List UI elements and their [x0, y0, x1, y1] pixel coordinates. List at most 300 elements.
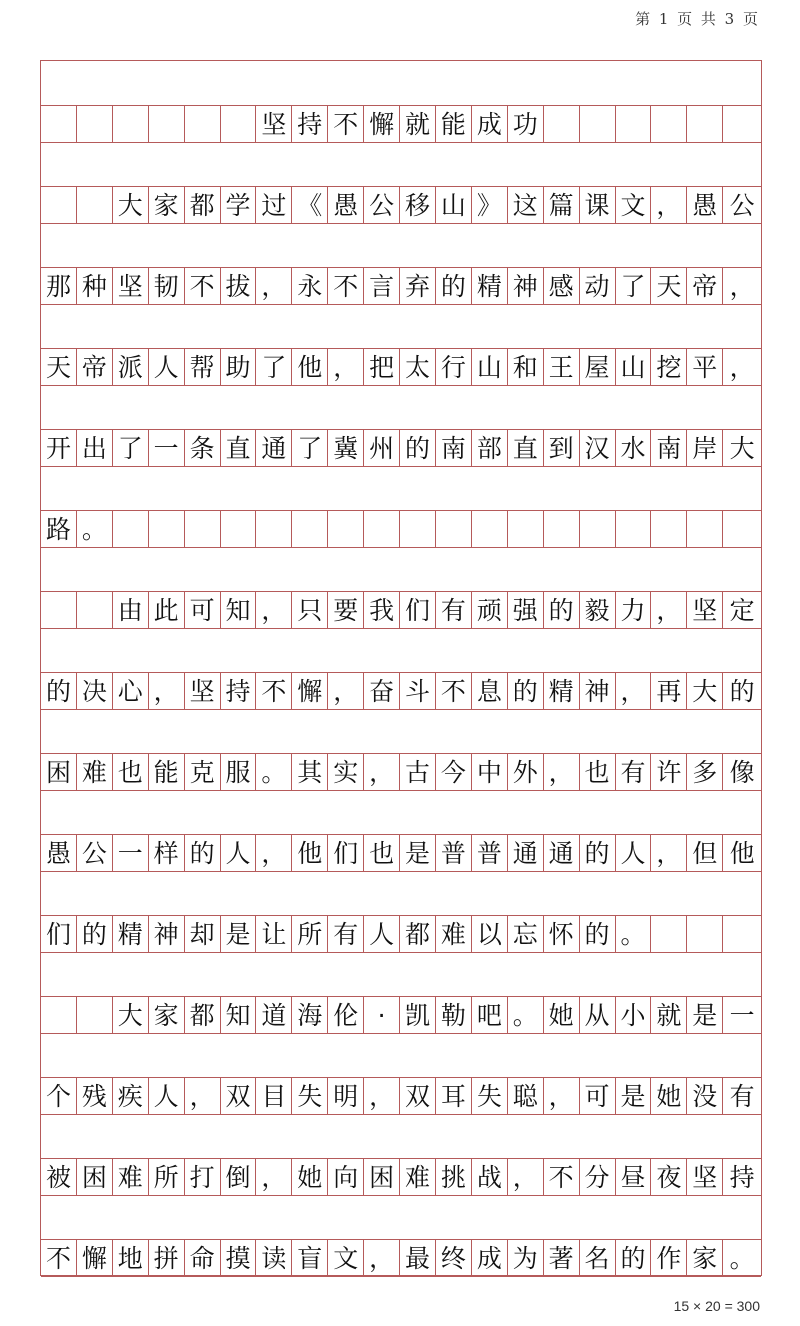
grid-cell: 有 [436, 592, 472, 628]
grid-cell: 个 [41, 1078, 77, 1114]
grid-cell [77, 997, 113, 1033]
grid-cell: 有 [729, 1081, 755, 1111]
grid-cell [185, 511, 221, 547]
grid-cell: 韧 [149, 268, 185, 304]
grid-cell: 愚 [687, 187, 723, 223]
grid-cell: 不 [436, 673, 472, 709]
grid-cell: 南 [651, 430, 687, 466]
grid-cell: 忘 [508, 916, 544, 952]
grid-row [41, 591, 761, 628]
grid-cell: 中 [472, 754, 508, 790]
grid-cell [723, 106, 761, 142]
grid-row [41, 267, 761, 304]
grid-cell: 怀 [544, 916, 580, 952]
grid-cell: ， [364, 1078, 400, 1114]
grid-cell: 再 [651, 673, 687, 709]
grid-cell: 人 [149, 349, 185, 385]
grid-cell: 懈 [364, 106, 400, 142]
grid-cell: 的 [77, 916, 113, 952]
grid-cell: 通 [256, 430, 292, 466]
grid-cell: 小 [616, 997, 652, 1033]
grid-cell: 的 [544, 592, 580, 628]
row-gap [41, 871, 761, 915]
grid-cell: 。 [616, 916, 652, 952]
grid-cell: 冀 [328, 430, 364, 466]
grid-cell [472, 511, 508, 547]
grid-cell: 们 [41, 916, 77, 952]
grid-cell: 由 [113, 592, 149, 628]
grid-cell: 的 [436, 268, 472, 304]
composition-grid [40, 60, 762, 1276]
grid-cell: 家 [149, 187, 185, 223]
grid-cell: 知 [221, 997, 257, 1033]
grid-row [41, 672, 761, 709]
grid-cell: ， [328, 349, 364, 385]
grid-cell: 难 [436, 916, 472, 952]
grid-cell: 所 [149, 1159, 185, 1195]
grid-cell: 天 [41, 349, 77, 385]
grid-cell: 那 [41, 268, 77, 304]
grid-cell: 最 [400, 1240, 436, 1276]
grid-cell: 难 [77, 754, 113, 790]
grid-cell: ， [508, 1159, 544, 1195]
grid-cell: 一 [113, 835, 149, 871]
grid-cell: 坚 [185, 673, 221, 709]
grid-cell: 的 [508, 673, 544, 709]
grid-cell: 样 [149, 835, 185, 871]
grid-cell: 直 [221, 430, 257, 466]
grid-cell: 通 [544, 835, 580, 871]
grid-cell: 通 [508, 835, 544, 871]
grid-cell: 服 [221, 754, 257, 790]
grid-cell: 息 [472, 673, 508, 709]
grid-cell: 没 [687, 1078, 723, 1114]
grid-row [41, 429, 761, 466]
grid-cell: · [364, 997, 400, 1033]
grid-cell: 《 [292, 187, 328, 223]
grid-cell: 公 [729, 190, 755, 220]
row-gap [41, 61, 761, 105]
grid-cell: 此 [149, 592, 185, 628]
row-gap [41, 304, 761, 348]
grid-cell: 耳 [436, 1078, 472, 1114]
grid-cell: 出 [77, 430, 113, 466]
grid-cell: 种 [77, 268, 113, 304]
grid-cell: 精 [472, 268, 508, 304]
grid-cell: 定 [729, 595, 755, 625]
grid-cell [723, 511, 761, 547]
grid-cell: 的 [580, 835, 616, 871]
grid-cell: ， [185, 1078, 221, 1114]
grid-cell: 了 [113, 430, 149, 466]
grid-cell: 的 [41, 673, 77, 709]
grid-cell: 名 [580, 1240, 616, 1276]
grid-cell [77, 592, 113, 628]
grid-cell: 汉 [580, 430, 616, 466]
grid-cell: 夜 [651, 1159, 687, 1195]
grid-cell: 就 [400, 106, 436, 142]
grid-cell: 困 [41, 754, 77, 790]
grid-cell: 人 [149, 1078, 185, 1114]
grid-cell: 是 [400, 835, 436, 871]
grid-cell [616, 106, 652, 142]
grid-cell [77, 106, 113, 142]
grid-cell: 大 [113, 997, 149, 1033]
grid-cell: 大 [729, 433, 755, 463]
row-gap [41, 709, 761, 753]
grid-cell: 有 [328, 916, 364, 952]
grid-cell: 坚 [256, 106, 292, 142]
grid-cell: 普 [436, 835, 472, 871]
grid-cell: 神 [149, 916, 185, 952]
grid-cell [41, 997, 77, 1033]
grid-cell: 山 [436, 187, 472, 223]
grid-cell: ， [364, 1240, 400, 1276]
grid-cell: 持 [221, 673, 257, 709]
grid-cell: 失 [472, 1078, 508, 1114]
grid-cell [687, 916, 723, 952]
grid-cell: 终 [436, 1240, 472, 1276]
grid-cell: 盲 [292, 1240, 328, 1276]
grid-cell: 斗 [400, 673, 436, 709]
grid-cell: ， [544, 754, 580, 790]
grid-cell: 摸 [221, 1240, 257, 1276]
grid-cell: 成 [472, 1240, 508, 1276]
grid-cell: 知 [221, 592, 257, 628]
grid-cell: 双 [400, 1078, 436, 1114]
grid-cell: 公 [364, 187, 400, 223]
grid-cell: 过 [256, 187, 292, 223]
grid-cell: 但 [687, 835, 723, 871]
grid-cell: 勒 [436, 997, 472, 1033]
grid-cell: 这 [508, 187, 544, 223]
grid-cell: 读 [256, 1240, 292, 1276]
grid-cell [580, 511, 616, 547]
grid-cell: 疾 [113, 1078, 149, 1114]
grid-cell [687, 106, 723, 142]
grid-cell: ， [256, 835, 292, 871]
grid-cell: ， [729, 271, 755, 301]
grid-cell: 的 [729, 676, 755, 706]
row-gap [41, 547, 761, 591]
grid-cell: 文 [616, 187, 652, 223]
grid-cell: 海 [292, 997, 328, 1033]
grid-cell: 的 [616, 1240, 652, 1276]
grid-cell: 一 [729, 1000, 755, 1030]
row-gap [41, 385, 761, 429]
grid-cell: 。 [508, 997, 544, 1033]
grid-cell [292, 511, 328, 547]
grid-cell: 们 [400, 592, 436, 628]
grid-cell [41, 106, 77, 142]
grid-row [41, 1239, 761, 1276]
grid-cell: 懈 [77, 1240, 113, 1276]
grid-cell: 条 [185, 430, 221, 466]
row-gap [41, 466, 761, 510]
grid-cell: 到 [544, 430, 580, 466]
row-gap [41, 1114, 761, 1158]
grid-cell: 道 [256, 997, 292, 1033]
grid-cell: 分 [580, 1159, 616, 1195]
grid-cell: 文 [328, 1240, 364, 1276]
grid-cell: ， [651, 592, 687, 628]
grid-row [41, 510, 761, 547]
grid-cell: 了 [292, 430, 328, 466]
grid-cell: 只 [292, 592, 328, 628]
grid-cell [616, 511, 652, 547]
grid-cell: ， [149, 673, 185, 709]
grid-cell: 他 [292, 835, 328, 871]
grid-cell [221, 106, 257, 142]
grid-cell: 命 [185, 1240, 221, 1276]
grid-cell: 们 [328, 835, 364, 871]
grid-cell [77, 187, 113, 223]
grid-cell: 昼 [616, 1159, 652, 1195]
grid-cell: 作 [651, 1240, 687, 1276]
grid-size-label: 15 × 20 = 300 [673, 1298, 760, 1314]
grid-cell [113, 106, 149, 142]
grid-cell: 双 [221, 1078, 257, 1114]
grid-cell: 坚 [113, 268, 149, 304]
grid-cell: 。 [77, 511, 113, 547]
grid-cell: 难 [113, 1159, 149, 1195]
grid-cell [580, 106, 616, 142]
grid-cell: 我 [364, 592, 400, 628]
grid-cell [41, 592, 77, 628]
grid-cell [400, 511, 436, 547]
grid-cell: 南 [436, 430, 472, 466]
grid-cell: 州 [364, 430, 400, 466]
grid-cell: 大 [687, 673, 723, 709]
grid-cell: 心 [113, 673, 149, 709]
grid-cell: 水 [616, 430, 652, 466]
grid-cell: 岸 [687, 430, 723, 466]
grid-cell: 像 [729, 757, 755, 787]
grid-cell: 坚 [687, 592, 723, 628]
grid-cell: 不 [328, 268, 364, 304]
grid-cell: 动 [580, 268, 616, 304]
grid-cell [149, 106, 185, 142]
grid-cell: 。 [256, 754, 292, 790]
grid-cell: 天 [651, 268, 687, 304]
grid-row [41, 1077, 761, 1114]
grid-cell: ， [651, 187, 687, 223]
grid-cell: 能 [149, 754, 185, 790]
grid-cell: 明 [328, 1078, 364, 1114]
grid-cell: 不 [185, 268, 221, 304]
grid-cell: 家 [149, 997, 185, 1033]
grid-cell: 从 [580, 997, 616, 1033]
grid-cell [544, 511, 580, 547]
grid-cell [436, 511, 472, 547]
grid-cell: 地 [113, 1240, 149, 1276]
grid-cell: 有 [616, 754, 652, 790]
grid-cell: 公 [77, 835, 113, 871]
row-gap [41, 1033, 761, 1077]
grid-cell: 挑 [436, 1159, 472, 1195]
grid-cell: 课 [580, 187, 616, 223]
grid-cell: 让 [256, 916, 292, 952]
grid-cell: 太 [400, 349, 436, 385]
grid-cell: 他 [292, 349, 328, 385]
grid-cell: 吧 [472, 997, 508, 1033]
grid-cell: 困 [364, 1159, 400, 1195]
grid-cell [149, 511, 185, 547]
grid-cell: 被 [41, 1159, 77, 1195]
grid-cell: 感 [544, 268, 580, 304]
grid-cell: 神 [580, 673, 616, 709]
grid-cell: 是 [687, 997, 723, 1033]
grid-cell: 永 [292, 268, 328, 304]
grid-cell: 决 [77, 673, 113, 709]
grid-cell: 可 [185, 592, 221, 628]
grid-cell: 强 [508, 592, 544, 628]
grid-cell: 她 [651, 1078, 687, 1114]
grid-cell: 挖 [651, 349, 687, 385]
grid-cell: 了 [616, 268, 652, 304]
grid-cell: 是 [221, 916, 257, 952]
grid-cell: ， [544, 1078, 580, 1114]
grid-cell: 她 [292, 1159, 328, 1195]
grid-cell: 不 [256, 673, 292, 709]
grid-row [41, 1158, 761, 1195]
grid-cell: 的 [400, 430, 436, 466]
grid-cell: 部 [472, 430, 508, 466]
grid-cell: 凯 [400, 997, 436, 1033]
grid-cell: 拼 [149, 1240, 185, 1276]
grid-cell: 也 [580, 754, 616, 790]
grid-cell: 》 [472, 187, 508, 223]
grid-cell: 力 [616, 592, 652, 628]
grid-row [41, 186, 761, 223]
grid-cell: 都 [185, 997, 221, 1033]
grid-cell: 能 [436, 106, 472, 142]
grid-cell: 其 [292, 754, 328, 790]
grid-cell: 所 [292, 916, 328, 952]
grid-cell: 移 [400, 187, 436, 223]
grid-cell: 帝 [77, 349, 113, 385]
grid-row [41, 348, 761, 385]
grid-cell: 持 [729, 1162, 755, 1192]
grid-cell: 倒 [221, 1159, 257, 1195]
grid-cell: 人 [221, 835, 257, 871]
grid-cell: ， [364, 754, 400, 790]
grid-cell: 不 [544, 1159, 580, 1195]
grid-cell: 的 [185, 835, 221, 871]
grid-cell: 帝 [687, 268, 723, 304]
grid-cell: 战 [472, 1159, 508, 1195]
row-gap [41, 790, 761, 834]
grid-cell: ， [328, 673, 364, 709]
grid-cell: 屋 [580, 349, 616, 385]
grid-cell [113, 511, 149, 547]
grid-cell: 打 [185, 1159, 221, 1195]
grid-cell: 持 [292, 106, 328, 142]
row-gap [41, 952, 761, 996]
grid-cell: 聪 [508, 1078, 544, 1114]
grid-cell: 实 [328, 754, 364, 790]
grid-cell [185, 106, 221, 142]
grid-cell: 把 [364, 349, 400, 385]
grid-cell: ， [651, 835, 687, 871]
grid-cell: 路 [41, 511, 77, 547]
grid-cell: 可 [580, 1078, 616, 1114]
grid-cell: 著 [544, 1240, 580, 1276]
grid-row [41, 753, 761, 790]
grid-cell: 残 [77, 1078, 113, 1114]
grid-cell [723, 916, 761, 952]
grid-cell: 山 [472, 349, 508, 385]
grid-cell: 了 [256, 349, 292, 385]
grid-cell: 要 [328, 592, 364, 628]
grid-cell: 她 [544, 997, 580, 1033]
grid-cell: 向 [328, 1159, 364, 1195]
grid-cell: 就 [651, 997, 687, 1033]
grid-cell: 弃 [400, 268, 436, 304]
grid-cell: 精 [544, 673, 580, 709]
grid-cell [221, 511, 257, 547]
grid-row [41, 834, 761, 871]
row-gap [41, 1195, 761, 1239]
grid-cell: 外 [508, 754, 544, 790]
grid-cell: 许 [651, 754, 687, 790]
grid-cell: 的 [580, 916, 616, 952]
grid-cell: 多 [687, 754, 723, 790]
grid-row [41, 996, 761, 1033]
grid-cell: 开 [41, 430, 77, 466]
grid-cell: 懈 [292, 673, 328, 709]
grid-cell: 助 [221, 349, 257, 385]
grid-cell: ， [256, 592, 292, 628]
grid-cell: 人 [616, 835, 652, 871]
grid-cell: 拔 [221, 268, 257, 304]
grid-cell [41, 187, 77, 223]
row-gap [41, 223, 761, 267]
grid-cell [651, 511, 687, 547]
row-gap [41, 1276, 761, 1320]
grid-cell: 愚 [41, 835, 77, 871]
grid-cell: 平 [687, 349, 723, 385]
grid-cell: ， [256, 268, 292, 304]
grid-cell: 为 [508, 1240, 544, 1276]
grid-cell: 今 [436, 754, 472, 790]
grid-cell: 毅 [580, 592, 616, 628]
grid-cell [328, 511, 364, 547]
grid-cell: 人 [364, 916, 400, 952]
grid-cell: 失 [292, 1078, 328, 1114]
grid-cell: 都 [400, 916, 436, 952]
grid-cell: 古 [400, 754, 436, 790]
grid-cell: 以 [472, 916, 508, 952]
grid-cell: 是 [616, 1078, 652, 1114]
grid-cell: 愚 [328, 187, 364, 223]
grid-cell: 不 [41, 1240, 77, 1276]
grid-cell: 学 [221, 187, 257, 223]
grid-cell: 不 [328, 106, 364, 142]
grid-cell [544, 106, 580, 142]
grid-cell: 帮 [185, 349, 221, 385]
row-gap [41, 142, 761, 186]
grid-cell: 一 [149, 430, 185, 466]
grid-cell: 他 [729, 838, 755, 868]
grid-cell: 行 [436, 349, 472, 385]
grid-cell: 伦 [328, 997, 364, 1033]
grid-cell: ， [256, 1159, 292, 1195]
grid-cell: 普 [472, 835, 508, 871]
page-indicator: 第 1 页 共 3 页 [635, 10, 760, 28]
grid-cell: 家 [687, 1240, 723, 1276]
grid-cell: 王 [544, 349, 580, 385]
